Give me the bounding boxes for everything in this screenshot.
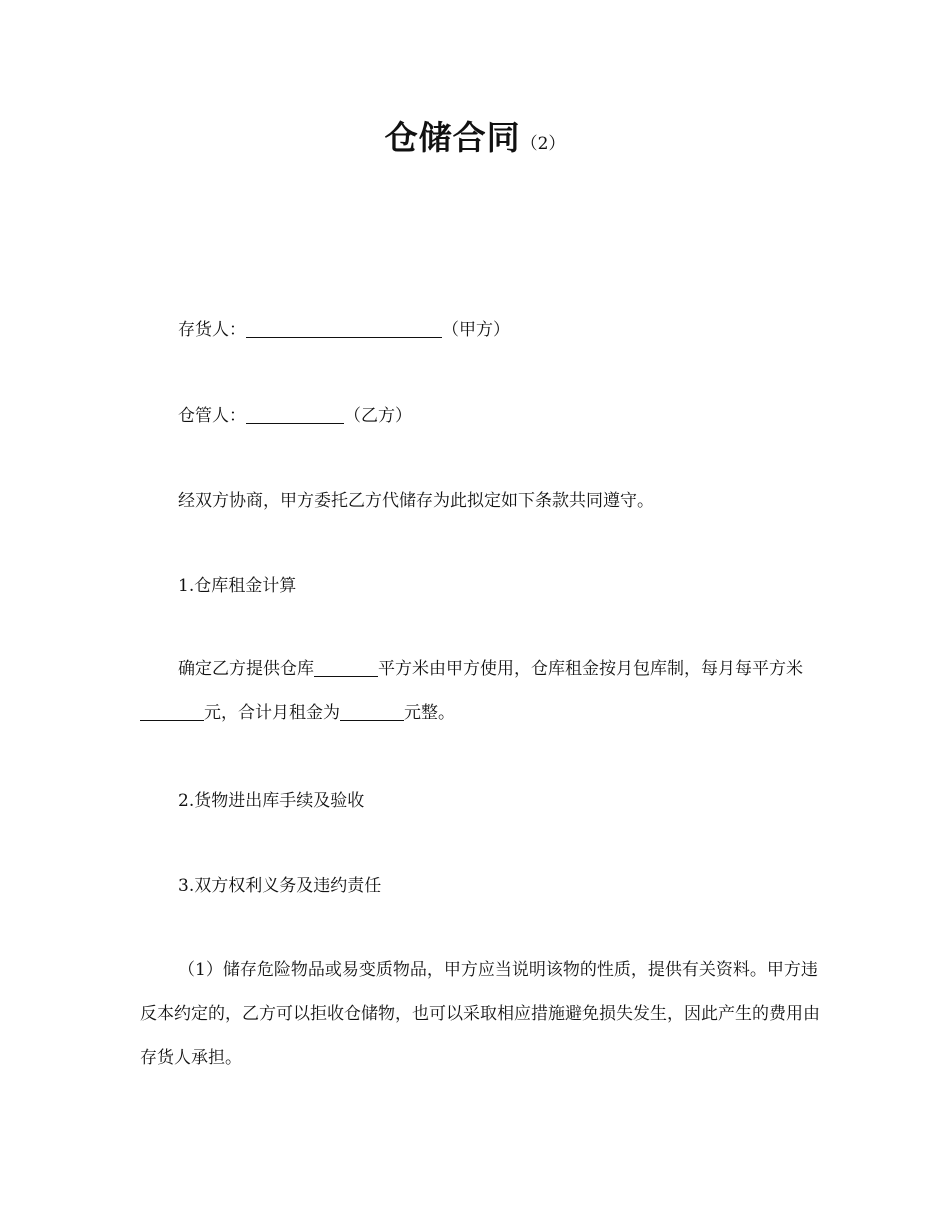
paragraph-text: 存货人： xyxy=(178,320,246,340)
paragraph-text: 仓管人： xyxy=(178,406,246,426)
fill-in-blank xyxy=(246,320,442,338)
clause-1-heading xyxy=(140,564,820,608)
paragraph-text: 3.双方权利义务及违约责任 xyxy=(178,876,382,896)
fill-in-blank xyxy=(314,659,378,677)
preamble-paragraph xyxy=(140,479,820,523)
paragraph-text: 元，合计月租金为 xyxy=(204,703,340,723)
paragraph-text: 确定乙方提供仓库 xyxy=(178,659,314,679)
paragraph-text: 2.货物进出库手续及验收 xyxy=(178,791,365,811)
paragraph-text: （1）储存危险物品或易变质物品，甲方应当说明该物的性质，提供有关资料。甲方违反本约定的，乙方可以拒收仓储物，也可以采取相应措施避免损失发生，因此产生的费用由存货人承担。 xyxy=(140,960,820,1068)
paragraph-text: 1.仓库租金计算 xyxy=(178,576,297,596)
title-suffix: （2） xyxy=(520,134,566,154)
fill-in-blank xyxy=(140,703,204,721)
depositor-line xyxy=(140,308,820,352)
document-title xyxy=(0,112,950,159)
paragraph-text: （甲方） xyxy=(442,320,510,340)
clause-1-body xyxy=(140,647,820,735)
clause-3-item-1 xyxy=(140,948,820,1080)
title-text: 仓储合同 xyxy=(384,118,521,157)
paragraph-text: 平方米由甲方使用，仓库租金按月包库制，每月每平方米 xyxy=(378,659,803,679)
paragraph-text: 经双方协商，甲方委托乙方代储存为此拟定如下条款共同遵守。 xyxy=(178,491,654,511)
fill-in-blank xyxy=(246,406,344,424)
paragraph-text: （乙方） xyxy=(344,406,412,426)
fill-in-blank xyxy=(340,703,404,721)
warehouse-keeper-line xyxy=(140,394,820,438)
clause-2-heading xyxy=(140,779,820,823)
paragraph-text: 元整。 xyxy=(404,703,455,723)
clause-3-heading xyxy=(140,864,820,908)
